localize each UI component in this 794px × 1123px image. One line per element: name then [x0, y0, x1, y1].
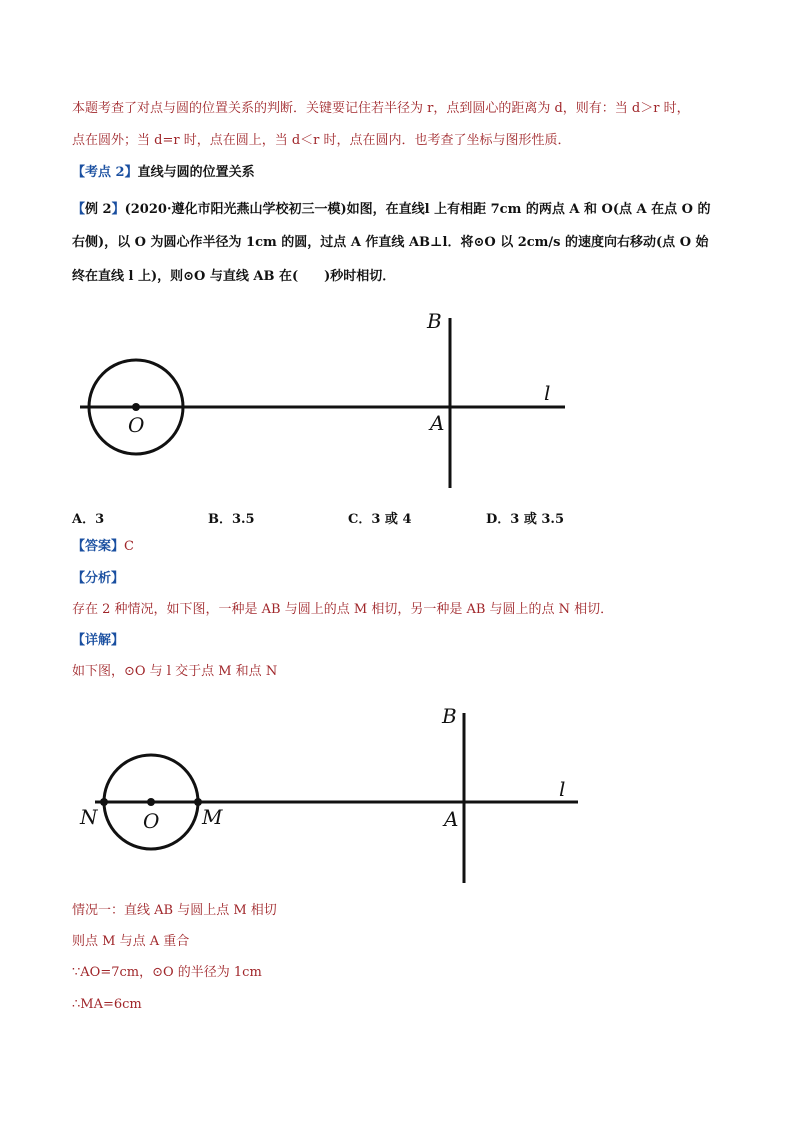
- example-line-2: 右侧)，以 O 为圆心作半径为 1cm 的圆，过点 A 作直线 AB⊥l．将⊙O 以 2cm/s 的速度向右移动(点 O 始: [72, 235, 709, 250]
- label-a-2: A: [444, 807, 459, 831]
- case1-line-2: 则点 M 与点 A 重合: [72, 934, 190, 949]
- answer-line: [72, 538, 134, 556]
- figure-2: [0, 695, 794, 890]
- option-b: B．3.5: [208, 512, 255, 527]
- answer-value: C: [124, 539, 134, 554]
- label-a: A: [430, 411, 445, 435]
- center-o-dot-2: [147, 798, 155, 806]
- section-tag: 【考点 2】: [72, 165, 138, 180]
- center-o-dot: [132, 403, 140, 411]
- option-d: D．3 或 3.5: [486, 512, 564, 527]
- option-a: A．3: [72, 512, 105, 527]
- figure-1: [0, 300, 794, 500]
- detail-text: 如下图，⊙O 与 l 交于点 M 和点 N: [72, 664, 278, 679]
- case1-line-3: ∵AO=7cm，⊙O 的半径为 1cm: [72, 965, 262, 980]
- example-tag-open: 【: [72, 202, 86, 217]
- example-text-1: (2020·遵化市阳光燕山学校初三一模)如图，在直线l 上有相距 7cm 的两点 A 和 O(点 A 在点 O 的: [124, 202, 711, 217]
- example-line-1: [72, 201, 711, 219]
- option-c: C．3 或 4: [348, 512, 412, 527]
- label-l: l: [544, 381, 551, 405]
- analysis-text: 存在 2 种情况，如下图，一种是 AB 与圆上的点 M 相切，另一种是 AB 与圆上的点 N 相切．: [72, 602, 614, 617]
- label-l-2: l: [559, 777, 566, 801]
- label-n: N: [80, 805, 98, 829]
- point-m-dot: [194, 798, 202, 806]
- label-o: O: [128, 413, 145, 437]
- label-o-2: O: [143, 809, 160, 833]
- intro-line-1: 本题考查了对点与圆的位置关系的判断．关键要记住若半径为 r，点到圆心的距离为 d，则有：当 d＞r 时，: [72, 101, 690, 116]
- analysis-tag: 【分析】: [72, 571, 125, 586]
- example-tag-text: 例 2: [85, 202, 112, 217]
- section-heading: [72, 164, 255, 182]
- label-m: M: [202, 805, 223, 829]
- point-n-dot: [100, 798, 108, 806]
- label-b-2: B: [442, 704, 457, 728]
- answer-tag: 【答案】: [72, 539, 125, 554]
- intro-line-2: 点在圆外；当 d=r 时，点在圆上，当 d＜r 时，点在圆内．也考查了坐标与图形性质．: [72, 133, 571, 148]
- label-b: B: [427, 309, 442, 333]
- detail-tag: 【详解】: [72, 633, 125, 648]
- example-line-3: 终在直线 l 上)，则⊙O 与直线 AB 在( )秒时相切．: [72, 269, 396, 284]
- section-title: 直线与圆的位置关系: [137, 165, 255, 180]
- case1-line-1: 情况一：直线 AB 与圆上点 M 相切: [72, 903, 277, 918]
- case1-line-4: ∴MA=6cm: [72, 997, 142, 1012]
- example-tag-close: 】: [111, 202, 125, 217]
